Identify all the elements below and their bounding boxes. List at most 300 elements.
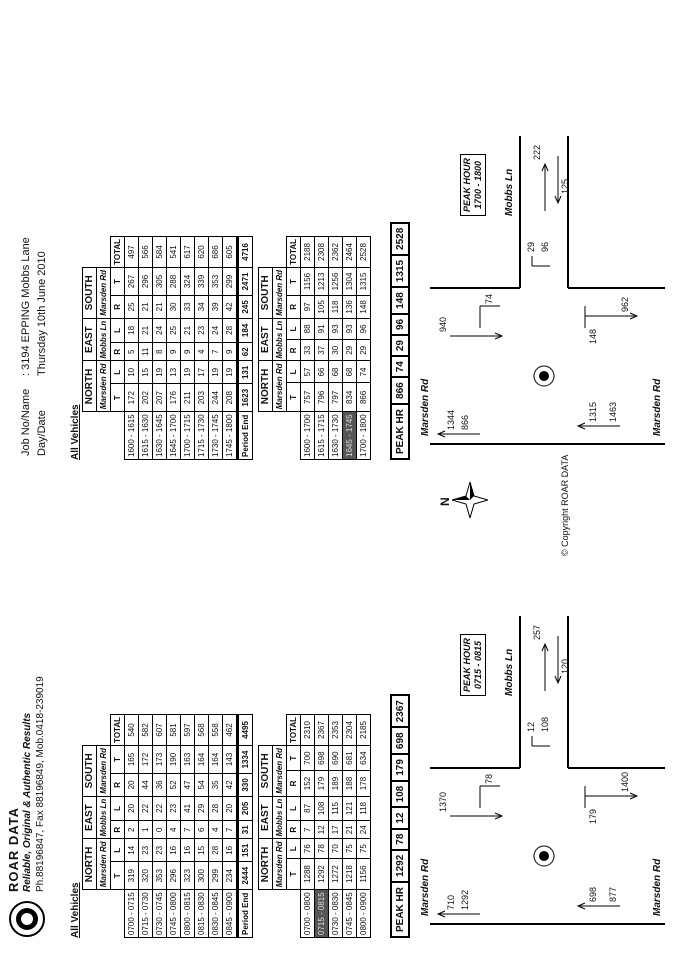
count-cell: 164 — [195, 745, 209, 773]
count-cell: 2362 — [329, 237, 343, 268]
count-cell: 541 — [167, 237, 181, 268]
road-marsden: Marsden Rd — [273, 361, 287, 412]
count-cell: 582 — [139, 715, 153, 746]
marsden-rd-label: Marsden Rd — [652, 378, 663, 436]
count-cell: 25 — [167, 318, 181, 342]
count-cell: 7 — [209, 343, 223, 361]
through-symbol: T — [287, 267, 301, 295]
count-cell: 152 — [301, 771, 315, 796]
count-cell: 5 — [125, 343, 139, 361]
peak-hr-cell: 1292 — [391, 850, 409, 882]
road-marsden: Marsden Rd — [97, 745, 111, 796]
am-peak-row — [357, 715, 371, 938]
time-period-cell: 0845 - 0900 — [223, 890, 238, 938]
count-cell: 21 — [139, 296, 153, 319]
count-cell: 121 — [343, 796, 357, 820]
count-cell: 323 — [181, 862, 195, 890]
right-symbol: R — [287, 771, 301, 796]
count-cell: 8 — [153, 343, 167, 361]
count-cell: 96 — [357, 318, 371, 339]
east-header: EAST — [83, 318, 97, 361]
count-cell: 300 — [195, 862, 209, 890]
count-cell: 2367 — [315, 715, 329, 746]
count-cell: 2310 — [301, 715, 315, 746]
total-cell: 31 — [238, 821, 253, 839]
through-symbol: T — [287, 858, 301, 890]
pm-peak-hr-row — [390, 222, 410, 460]
total-cell: 205 — [238, 796, 253, 820]
south-header: SOUTH — [259, 267, 273, 318]
count-cell: 462 — [223, 715, 238, 746]
road-marsden: Marsden Rd — [97, 839, 111, 890]
count-cell: 78 — [315, 839, 329, 858]
count-cell: 299 — [223, 267, 238, 295]
count-label: 179 — [588, 808, 598, 824]
count-cell: 115 — [329, 796, 343, 820]
time-period-cell: 0730 - 0830 — [329, 890, 343, 938]
road-mobbs: Mobbs Ln — [273, 796, 287, 839]
count-cell: 597 — [181, 715, 195, 746]
count-cell: 2304 — [343, 715, 357, 746]
count-label: 96 — [540, 241, 550, 252]
count-cell: 1 — [139, 821, 153, 839]
count-label: 29 — [526, 241, 536, 252]
count-cell: 19 — [223, 361, 238, 384]
count-cell: 2353 — [329, 715, 343, 746]
time-period-cell: 1615 - 1715 — [315, 412, 329, 460]
count-cell: 39 — [209, 296, 223, 319]
left-symbol: L — [287, 796, 301, 820]
count-cell: 25 — [125, 296, 139, 319]
am-table-row — [209, 715, 223, 938]
count-cell: 1213 — [315, 267, 329, 295]
total-cell: 151 — [238, 839, 253, 862]
total-cell: 4495 — [238, 715, 253, 746]
time-period-cell: 0815 - 0830 — [195, 890, 209, 938]
peak-hr-cell: 1315 — [391, 255, 409, 287]
count-cell: 44 — [139, 774, 153, 797]
count-cell: 22 — [139, 796, 153, 820]
pm-table-row — [125, 237, 139, 460]
count-cell: 208 — [223, 384, 238, 412]
count-cell: 305 — [153, 267, 167, 295]
count-cell: 188 — [343, 771, 357, 796]
count-cell: 29 — [343, 340, 357, 361]
count-cell: 93 — [329, 318, 343, 339]
pm-intersection-diagram — [420, 126, 670, 456]
time-period-cell: 0715 - 0730 — [139, 890, 153, 938]
count-cell: 7 — [223, 821, 238, 839]
count-label: 1400 — [620, 771, 630, 792]
day-value: Thursday 10th June 2010 — [36, 251, 48, 376]
total-cell: 1623 — [238, 384, 253, 412]
total-cell: 2444 — [238, 862, 253, 890]
total-header: TOTAL — [111, 237, 125, 268]
count-cell: 13 — [167, 361, 181, 384]
through-symbol: T — [111, 267, 125, 295]
right-symbol: R — [111, 296, 125, 319]
count-cell: 10 — [125, 361, 139, 384]
time-period-cell: 0700 - 0715 — [125, 890, 139, 938]
left-symbol: L — [111, 361, 125, 384]
job-value: : 3194 EPPING Mobbs Lane — [20, 237, 32, 376]
count-cell: 566 — [139, 237, 153, 268]
peak-hr-cell: 12 — [391, 807, 409, 828]
peak-hr-cell: 698 — [391, 727, 409, 754]
total-cell: 4716 — [238, 237, 253, 268]
total-cell: 184 — [238, 318, 253, 342]
count-cell: 9 — [167, 343, 181, 361]
am-table-row — [125, 715, 139, 938]
count-cell: 4 — [209, 821, 223, 839]
count-label: 1292 — [460, 889, 470, 910]
count-cell: 22 — [153, 796, 167, 820]
count-cell: 21 — [343, 821, 357, 839]
count-cell: 19 — [181, 361, 195, 384]
peak-hr-cell: 74 — [391, 356, 409, 377]
peak-hr-cell: 96 — [391, 314, 409, 335]
count-cell: 163 — [181, 745, 195, 773]
count-cell: 320 — [139, 862, 153, 890]
count-cell: 288 — [167, 267, 181, 295]
count-cell: 1218 — [343, 858, 357, 890]
count-cell: 148 — [357, 296, 371, 319]
pm-peak-table — [258, 236, 371, 460]
count-cell: 118 — [329, 296, 343, 319]
count-cell: 16 — [223, 839, 238, 862]
count-cell: 88 — [301, 318, 315, 339]
count-cell: 68 — [329, 361, 343, 383]
count-cell: 6 — [195, 821, 209, 839]
road-mobbs: Mobbs Ln — [97, 318, 111, 361]
count-cell: 24 — [357, 821, 371, 839]
count-cell: 1288 — [301, 858, 315, 890]
time-period-cell: 1700 - 1800 — [357, 412, 371, 460]
all-vehicles-label-am: All Vehicles — [70, 882, 81, 938]
count-cell: 28 — [223, 318, 238, 342]
count-cell: 607 — [153, 715, 167, 746]
count-cell: 1315 — [357, 267, 371, 295]
count-label: 1344 — [446, 409, 456, 430]
time-period-cell: 0700 - 0800 — [301, 890, 315, 938]
peak-hour-label: PEAK HOUR — [462, 637, 472, 692]
left-symbol: L — [287, 318, 301, 339]
count-cell: 105 — [315, 296, 329, 319]
south-header: SOUTH — [259, 745, 273, 796]
am-intersection-diagram — [420, 606, 670, 936]
count-cell: 179 — [315, 771, 329, 796]
count-cell: 19 — [209, 361, 223, 384]
count-cell: 12 — [315, 821, 329, 839]
count-cell: 75 — [343, 839, 357, 858]
through-symbol: T — [287, 383, 301, 412]
count-cell: 339 — [195, 267, 209, 295]
count-cell: 834 — [343, 383, 357, 412]
am-table-row — [153, 715, 167, 938]
pm-peak-row — [343, 237, 357, 460]
time-period-cell: 0745 - 0800 — [167, 890, 181, 938]
road-mobbs: Mobbs Ln — [273, 318, 287, 361]
pm-peak-row — [315, 237, 329, 460]
count-cell: 234 — [223, 862, 238, 890]
count-cell: 75 — [357, 839, 371, 858]
count-cell: 700 — [301, 745, 315, 770]
peak-hr-cell: 2528 — [391, 223, 409, 255]
right-symbol: R — [287, 821, 301, 839]
count-cell: 2464 — [343, 237, 357, 268]
count-cell: 698 — [315, 745, 329, 770]
count-cell: 9 — [223, 343, 238, 361]
count-cell: 165 — [125, 745, 139, 773]
all-vehicles-label-pm: All Vehicles — [70, 404, 81, 460]
count-cell: 30 — [167, 296, 181, 319]
total-cell: 62 — [238, 343, 253, 361]
count-cell: 353 — [153, 862, 167, 890]
pm-table-row — [223, 237, 238, 460]
count-cell: 16 — [181, 839, 195, 862]
am-table-row — [223, 715, 238, 938]
pm-table-row — [153, 237, 167, 460]
time-period-cell: 0745 - 0845 — [343, 890, 357, 938]
count-cell: 76 — [301, 839, 315, 858]
am-table-row — [139, 715, 153, 938]
am-count-table — [82, 714, 253, 938]
total-header: TOTAL — [287, 715, 301, 746]
count-label: 940 — [438, 316, 448, 332]
count-cell: 33 — [301, 340, 315, 361]
count-cell: 28 — [209, 839, 223, 862]
road-marsden: Marsden Rd — [97, 267, 111, 318]
peak-hr-cell: 29 — [391, 335, 409, 356]
count-cell: 189 — [329, 771, 343, 796]
count-cell: 23 — [139, 839, 153, 862]
count-cell: 97 — [301, 296, 315, 319]
right-symbol: R — [287, 340, 301, 361]
am-peak-hr-row — [390, 694, 410, 938]
roar-logo-icon — [8, 900, 46, 938]
count-label: 698 — [588, 886, 598, 902]
pm-count-table — [82, 236, 253, 460]
count-cell: 7 — [301, 821, 315, 839]
count-cell: 15 — [195, 839, 209, 862]
south-header: SOUTH — [83, 267, 97, 318]
count-cell: 172 — [139, 745, 153, 773]
count-cell: 20 — [125, 774, 139, 797]
count-cell: 757 — [301, 383, 315, 412]
count-label: 125 — [560, 178, 570, 194]
am-peak-table — [258, 714, 371, 938]
through-symbol: T — [111, 384, 125, 412]
east-header: EAST — [259, 318, 273, 361]
count-cell: 796 — [315, 383, 329, 412]
count-label: 12 — [526, 721, 536, 732]
count-cell: 2185 — [357, 715, 371, 746]
count-cell: 605 — [223, 237, 238, 268]
count-cell: 20 — [223, 796, 238, 820]
count-cell: 620 — [195, 237, 209, 268]
right-symbol: R — [111, 774, 125, 797]
count-cell: 319 — [125, 862, 139, 890]
road-marsden: Marsden Rd — [273, 267, 287, 318]
am-peak-row — [343, 715, 357, 938]
count-cell: 211 — [181, 384, 195, 412]
count-cell: 52 — [167, 774, 181, 797]
time-period-cell: 1715 - 1730 — [195, 412, 209, 460]
total-cell: 1334 — [238, 745, 253, 773]
mobbs-ln-label: Mobbs Ln — [504, 168, 515, 216]
pm-table-row — [195, 237, 209, 460]
peak-hr-label: PEAK HR — [391, 404, 409, 459]
total-header: TOTAL — [287, 237, 301, 268]
time-period-cell: 0715 - 0815 — [315, 890, 329, 938]
count-cell: 558 — [209, 715, 223, 746]
count-cell: 17 — [329, 821, 343, 839]
count-cell: 0 — [153, 821, 167, 839]
count-cell: 47 — [181, 774, 195, 797]
count-cell: 1292 — [315, 858, 329, 890]
count-cell: 296 — [139, 267, 153, 295]
count-cell: 21 — [181, 318, 195, 342]
peak-hr-cell: 866 — [391, 377, 409, 404]
north-header: NORTH — [83, 839, 97, 890]
north-header: NORTH — [259, 361, 273, 412]
left-symbol: L — [287, 839, 301, 858]
count-cell: 244 — [209, 384, 223, 412]
count-cell: 1156 — [301, 267, 315, 295]
time-period-cell: 0730 - 0745 — [153, 890, 167, 938]
count-cell: 87 — [301, 796, 315, 820]
total-header: TOTAL — [111, 715, 125, 746]
am-peak-row — [315, 715, 329, 938]
count-cell: 324 — [181, 267, 195, 295]
count-cell: 1304 — [343, 267, 357, 295]
count-cell: 178 — [357, 771, 371, 796]
count-cell: 19 — [153, 361, 167, 384]
brand-name: ROAR DATA — [6, 806, 21, 892]
time-period-cell: 1645 - 1745 — [343, 412, 357, 460]
time-period-cell: 1600 - 1700 — [301, 412, 315, 460]
count-cell: 617 — [181, 237, 195, 268]
count-label: 74 — [484, 293, 494, 304]
count-label: 108 — [540, 716, 550, 732]
time-period-cell: 0800 - 0815 — [181, 890, 195, 938]
am-peak-hour-box — [460, 634, 486, 696]
count-cell: 9 — [181, 343, 195, 361]
road-marsden: Marsden Rd — [273, 745, 287, 796]
count-cell: 540 — [125, 715, 139, 746]
marsden-rd-label: Marsden Rd — [420, 858, 431, 916]
am-table-row — [195, 715, 209, 938]
count-cell: 581 — [167, 715, 181, 746]
count-cell: 2528 — [357, 237, 371, 268]
count-cell: 4 — [167, 821, 181, 839]
job-label: Job No/Name — [20, 388, 32, 456]
time-period-cell: 0830 - 0845 — [209, 890, 223, 938]
pm-table-row — [209, 237, 223, 460]
count-cell: 18 — [125, 318, 139, 342]
pm-road-lines — [420, 126, 670, 456]
north-header: NORTH — [83, 361, 97, 412]
through-symbol: T — [287, 745, 301, 770]
total-cell: 245 — [238, 296, 253, 319]
peak-hr-cell: 179 — [391, 754, 409, 781]
count-cell: 136 — [343, 296, 357, 319]
count-cell: 11 — [139, 343, 153, 361]
period-end-label: Period End — [238, 890, 253, 938]
count-cell: 2 — [125, 821, 139, 839]
count-cell: 143 — [223, 745, 238, 773]
count-cell: 797 — [329, 383, 343, 412]
left-symbol: L — [111, 796, 125, 820]
count-label: 257 — [532, 624, 542, 640]
count-cell: 681 — [343, 745, 357, 770]
time-period-cell: 1600 - 1615 — [125, 412, 139, 460]
count-label: 1463 — [608, 401, 618, 422]
count-cell: 17 — [195, 361, 209, 384]
time-period-cell: 1745 - 1800 — [223, 412, 238, 460]
compass-n-label: N — [438, 497, 452, 506]
count-cell: 30 — [329, 340, 343, 361]
count-cell: 91 — [315, 318, 329, 339]
count-cell: 42 — [223, 774, 238, 797]
count-cell: 24 — [209, 318, 223, 342]
count-cell: 21 — [153, 296, 167, 319]
count-cell: 176 — [167, 384, 181, 412]
time-period-cell: 1700 - 1715 — [181, 412, 195, 460]
peak-hour-time: 1700 - 1800 — [473, 160, 483, 210]
count-cell: 1156 — [357, 858, 371, 890]
count-cell: 93 — [343, 318, 357, 339]
count-cell: 108 — [315, 796, 329, 820]
count-label: 877 — [608, 886, 618, 902]
pm-peak-row — [329, 237, 343, 460]
am-road-lines — [420, 606, 670, 936]
north-header: NORTH — [259, 839, 273, 890]
day-label: Day/Date — [36, 410, 48, 456]
total-cell: 131 — [238, 361, 253, 384]
mobbs-ln-label: Mobbs Ln — [504, 648, 515, 696]
compass-rose-icon — [452, 482, 488, 518]
count-cell: 74 — [357, 361, 371, 383]
count-cell: 20 — [125, 796, 139, 820]
count-cell: 16 — [167, 839, 181, 862]
time-period-cell: 1630 - 1730 — [329, 412, 343, 460]
count-label: 148 — [588, 328, 598, 344]
count-cell: 23 — [153, 839, 167, 862]
count-cell: 1272 — [329, 858, 343, 890]
count-cell: 42 — [223, 296, 238, 319]
south-header: SOUTH — [83, 745, 97, 796]
pm-peak-row — [301, 237, 315, 460]
count-cell: 36 — [153, 774, 167, 797]
count-cell: 66 — [315, 361, 329, 383]
count-cell: 690 — [329, 745, 343, 770]
count-cell: 34 — [195, 296, 209, 319]
road-marsden: Marsden Rd — [97, 361, 111, 412]
count-cell: 1256 — [329, 267, 343, 295]
count-cell: 14 — [125, 839, 139, 862]
count-cell: 21 — [139, 318, 153, 342]
count-cell: 23 — [167, 796, 181, 820]
copyright-text: © Copyright ROAR DATA — [560, 454, 570, 556]
am-peak-row — [329, 715, 343, 938]
count-label: 78 — [484, 773, 494, 784]
count-cell: 634 — [357, 745, 371, 770]
time-period-cell: 1615 - 1630 — [139, 412, 153, 460]
count-cell: 70 — [329, 839, 343, 858]
contact-line: Ph.88196847, Fax 88196849, Mob.0418-239019 — [35, 676, 46, 892]
count-cell: 190 — [167, 745, 181, 773]
